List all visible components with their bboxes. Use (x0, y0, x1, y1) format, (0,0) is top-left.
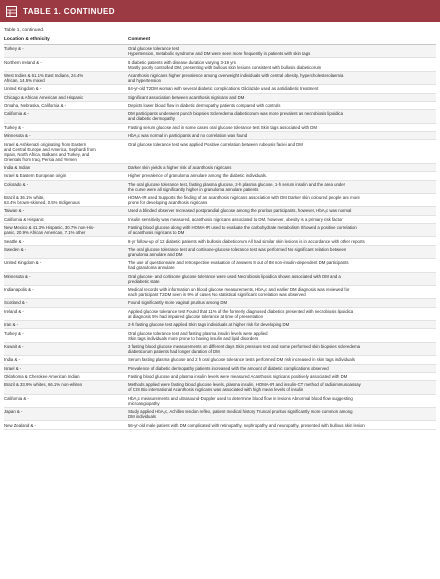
table-row (4, 329, 436, 342)
location-text: New Mexico & 41.3% Hispanic, 30.7% non-His- (4, 225, 95, 231)
comment-cell (128, 194, 436, 206)
comment-cell (128, 365, 436, 372)
comment-text: of acanthosis nigricans to DM (128, 230, 185, 236)
location-cell (4, 85, 128, 92)
table-row (4, 172, 436, 180)
location-text: Colorado & - (4, 181, 29, 187)
comment-cell (128, 381, 436, 393)
location-cell (4, 299, 128, 306)
comment-text: Used a blinded observer Increased postprandial glucose among the pruritus participants, however, HbA₁c was normal (128, 208, 352, 214)
location-text: Minnesota & - (4, 133, 31, 139)
comment-text: 3 fasting blood glucose measurements on different days Skin pressure test and some performed skin biopsies scleredema (128, 343, 361, 349)
comment-text: Oral glucose tolerance test was applied Positive correlation between rubeosis faciei and DM (128, 141, 303, 147)
comment-text: of CIS Bio international Acanthosis nigricans was associated with high mean levels of insulin (128, 387, 304, 393)
comment-cell (128, 299, 436, 306)
comment-cell (128, 343, 436, 355)
table-row (4, 132, 436, 140)
location-text: Spain, North Africa, Balkans and Turkey, and (4, 151, 90, 157)
location-text: Minnesota & - (4, 273, 31, 279)
table-row (4, 194, 436, 207)
table-row (4, 421, 436, 429)
location-cell (4, 102, 128, 109)
comment-cell (128, 321, 436, 328)
comment-text: DM individuals (128, 414, 156, 420)
location-cell (4, 45, 128, 57)
location-cell (4, 124, 128, 131)
comment-text: 8-yr follow-up of 12 diabetic patients with bullosis diabeticorum All had similar skin lesions is in accordance with other reports (128, 238, 365, 244)
table-row (4, 321, 436, 329)
comment-text: Prevalence of diabetic dermopathy patients increased with the amount of diabetic complications observed (128, 365, 329, 371)
comment-text: prone for developing acanthosis nigricans (128, 200, 208, 206)
comment-text: DM participants underwent punch biopsies Scleredema diabeticorum was more prevalent as necrobiosis lipoidica (128, 111, 343, 117)
comment-text: diabeticorum patients had longer duration of DM (128, 348, 220, 354)
location-text: Omaha, Nebraska, California & - (4, 103, 67, 109)
table-row (4, 164, 436, 172)
table-row (4, 373, 436, 381)
comment-text: Acanthosis nigricans higher prevalence among overweight individuals with central obesity, hypercholesterolaemia (128, 72, 344, 78)
comment-text: Darker skin yields a higher risk of acanthosis nigricans (128, 164, 232, 170)
table-row (4, 395, 436, 408)
location-text: West Indies & 61.1% East Indians, 24.4% (4, 72, 84, 78)
table-row (4, 207, 436, 215)
comment-text: Applied glucose tolerance test Found that 11% of the formerly diagnosed diabetics presented with necrobiosis lipoidica (128, 308, 354, 314)
location-cell (4, 286, 128, 298)
comment-cell (128, 58, 436, 70)
location-cell (4, 224, 128, 236)
table-row (4, 102, 436, 110)
comment-cell (128, 164, 436, 171)
comment-text: each participant T2DM seen in 9% of cases No statistical significant correlation was observed (128, 292, 306, 298)
comment-cell (128, 237, 436, 244)
comment-text: HbA₁c was normal in participants and no correlation was found (128, 133, 248, 139)
comment-cell (128, 421, 436, 428)
comment-cell (128, 246, 436, 258)
location-text: panic, 20.9% African American, 7.1% other (4, 230, 86, 236)
comment-text: The oral glucose tolerance test and cortisone-glucose tolerance test was performed No significant relation between (128, 246, 347, 252)
table-row (4, 381, 436, 394)
comment-text: Insulin sensitivity was measured, acanthosis nigricans associated to DM, however, obesity is a primary risk factor (128, 216, 343, 222)
location-text: Turkey & - (4, 46, 24, 52)
comment-text: Medical records with information on blood glucose measurements, HbA₁c and earlier DM diagnosis was reviewed for (128, 287, 350, 293)
comment-cell (128, 356, 436, 363)
table-header-bar (0, 0, 440, 22)
table-body (4, 45, 436, 430)
comment-cell (128, 286, 436, 298)
location-cell (4, 343, 128, 355)
location-text: Japan & - (4, 409, 23, 415)
location-cell (4, 58, 128, 70)
comment-text: Serum fasting plasma glucose and 2 h oral glucose tolerance tests performed DM risk increased in skin tags individuals (128, 357, 355, 363)
comment-text: Fasting blood glucose along with HOMA-IR used to evaluate the carbohydrate metabolism Showed a positive correlation (128, 225, 357, 231)
location-text: Northern Ireland & - (4, 59, 42, 65)
location-text: Iran & - (4, 322, 19, 328)
comment-cell (128, 181, 436, 193)
table-row (4, 365, 436, 373)
location-cell (4, 356, 128, 363)
comment-text: HOMA-IR used Supports the finding of an acanthosis nigricans association with DM Darker skin coloured people are more (128, 195, 360, 201)
table-icon (6, 6, 17, 17)
comment-text: microangiopathy (128, 400, 160, 406)
comment-text: 5 diabetic patients with disease duration varying 3-19 yrs (128, 59, 236, 65)
table-row (4, 216, 436, 224)
table-row (4, 85, 436, 93)
location-text: California & Hispanic (4, 216, 44, 222)
comment-text: 56-yr-old male patient with DM complicated with retinopathy, nephropathy and neuropathy, presented with bullous skin lesion (128, 422, 365, 428)
comment-cell (128, 308, 436, 320)
location-cell (4, 237, 128, 244)
comment-text: Higher prevalence of granuloma annulare among the diabetic individuals. (128, 173, 268, 179)
comment-cell (128, 172, 436, 179)
location-cell (4, 246, 128, 258)
comment-text: Depicts lower blood flow in diabetic dermopathy patients compared with controls (128, 103, 281, 109)
location-cell (4, 329, 128, 341)
comment-cell (128, 329, 436, 341)
comment-text: Skin tags individuals more prone to having insulin and lipid disorders (128, 335, 259, 341)
comment-cell (128, 395, 436, 407)
location-text: Brazil & 33.9% whites, 66.1% non-whites (4, 382, 83, 388)
comment-text: granuloma annulare and DM (128, 251, 183, 257)
location-cell (4, 321, 128, 328)
location-text: Chicago & African American and Hispanic (4, 94, 84, 100)
location-cell (4, 207, 128, 214)
comment-cell (128, 124, 436, 131)
table-row (4, 58, 436, 71)
location-text: New Zealand & - (4, 422, 37, 428)
table-row (4, 356, 436, 364)
location-cell (4, 94, 128, 101)
location-text: United Kingdom & - (4, 86, 42, 92)
comment-cell (128, 408, 436, 420)
location-text: California & - (4, 395, 29, 401)
table-row (4, 343, 436, 356)
table-row (4, 259, 436, 272)
comment-text: Oral glucose tolerance test (128, 46, 180, 52)
comment-cell (128, 259, 436, 271)
location-text: Turkey & - (4, 124, 24, 130)
location-cell (4, 273, 128, 285)
table-row (4, 45, 436, 58)
location-cell (4, 140, 128, 162)
location-cell (4, 132, 128, 139)
location-text: 63.4% brown-skinned, 0.5% Indigenous (4, 200, 80, 206)
location-text: California & - (4, 111, 29, 117)
comment-text: and diabetic dermopathy (128, 116, 176, 122)
table-row (4, 124, 436, 132)
location-cell (4, 308, 128, 320)
comment-cell (128, 216, 436, 223)
data-table (4, 37, 436, 430)
comment-cell (128, 102, 436, 109)
comment-cell (128, 140, 436, 162)
column-header-comment: Comment (128, 37, 151, 42)
table-row (4, 140, 436, 163)
location-cell (4, 172, 128, 179)
location-cell (4, 110, 128, 122)
comment-text: The oral glucose tolerance test, fasting plasma glucose, 2-h plasma glucose, 1-h serum insulin and the area under (128, 181, 346, 187)
comment-text: Fasting serum glucose and in some cases oral glucose tolerance test Skin tags associated with DM (128, 124, 317, 130)
location-text: Israel & - (4, 365, 22, 371)
comment-text: Study applied HbA₁c, Achilles tendon reflex, patient medical history Truncal pruritus significantly more common among (128, 409, 353, 415)
table-row (4, 224, 436, 237)
comment-cell (128, 85, 436, 92)
location-text: India & - (4, 357, 21, 363)
location-cell (4, 216, 128, 223)
table-row (4, 94, 436, 102)
location-text: Turkey & - (4, 330, 24, 336)
location-cell (4, 72, 128, 84)
comment-text: Fasting blood glucose and plasma insulin levels were measured Acanthosis nigricans positively associated with DM (128, 374, 348, 380)
location-text: Taiwan & - (4, 208, 25, 214)
location-text: Israel & Eastern European origin (4, 173, 67, 179)
location-cell (4, 395, 128, 407)
table-row (4, 273, 436, 286)
location-text: India & Indian (4, 164, 31, 170)
comment-text: Significant association between acanthosis nigricans and DM (128, 94, 245, 100)
location-cell (4, 194, 128, 206)
location-text: and Central Europe and America, Sephardi from (4, 146, 96, 152)
table-row (4, 181, 436, 194)
table-row (4, 286, 436, 299)
comment-cell (128, 224, 436, 236)
comment-text: had granuloma annulare (128, 265, 175, 271)
comment-cell (128, 110, 436, 122)
table-row (4, 246, 436, 259)
location-cell (4, 421, 128, 428)
location-text: Kuwait & - (4, 343, 24, 349)
location-cell (4, 365, 128, 372)
table-caption: Table 1, continued. (4, 28, 45, 33)
table-row (4, 72, 436, 85)
location-text: Seattle & - (4, 238, 25, 244)
comment-cell (128, 273, 436, 285)
comment-text: HbA₁c measurements and ultrasound-Doppler used to determine blood flow in lesions Abnormal blood flow suggesting (128, 395, 353, 401)
comment-text: Oral glucose- and cortisone glucose tolerance were used Necrobiosis lipoidica shown associated with DM and a (128, 273, 341, 279)
location-cell (4, 408, 128, 420)
table-row (4, 237, 436, 245)
comment-cell (128, 72, 436, 84)
comment-cell (128, 94, 436, 101)
location-cell (4, 181, 128, 193)
table-row (4, 408, 436, 421)
location-cell (4, 164, 128, 171)
comment-text: and hypertension (128, 77, 161, 83)
location-text: Indianapolis & - (4, 287, 34, 293)
comment-text: Mostly poorly controlled DM, presenting with bullous skin lesions consistent with bullosis diabeticorum (128, 64, 322, 70)
location-cell (4, 259, 128, 271)
table-row (4, 308, 436, 321)
location-text: Scotland & - (4, 300, 28, 306)
comment-cell (128, 45, 436, 57)
comment-text: the curve were all significantly higher in granuloma annulare patients (128, 186, 259, 192)
comment-cell (128, 132, 436, 139)
location-text: Oklahoma & Cherokee American Indian (4, 374, 80, 380)
location-text: African, 14.5% mixed (4, 77, 45, 83)
location-text: Israel & Ashkenazi originating from Eastern (4, 141, 87, 147)
comment-text: Hypertension, metabolic syndrome and DM were seen more frequently in patients with skin tags (128, 51, 311, 57)
location-cell (4, 381, 128, 393)
table-row (4, 299, 436, 307)
comment-text: The use of questionnaire and retrospective evaluation of answers 8 out of 88 non-insulin-dependent DM participants (128, 260, 349, 266)
comment-text: Found significantly more vaginal pruritus among DM (128, 300, 228, 306)
table-title: TABLE 1. CONTINUED (23, 6, 115, 16)
comment-cell (128, 207, 436, 214)
location-text: United Kingdom & - (4, 260, 42, 266)
comment-text: prediabetic state (128, 278, 160, 284)
comment-text: Methods applied were fasting blood glucose levels, plasma insulin, HOMA-IR and insulin-CT method of radioimmunoassay (128, 382, 361, 388)
comment-text: 2-h fasting glucose test applied Skin tags individuals at higher risk for developing DM (128, 322, 290, 328)
location-text: Sweden & - (4, 246, 27, 252)
column-header-location: Location & ethnicity (4, 37, 50, 42)
comment-cell (128, 373, 436, 380)
location-cell (4, 373, 128, 380)
comment-text: at diagnosis 5% had impaired glucose tolerance at time of presentation (128, 313, 263, 319)
location-text: Orientals from Iraq, Persia and Yemen (4, 156, 77, 162)
table-head (4, 37, 436, 45)
location-text: Ireland & - (4, 308, 24, 314)
location-text: Brazil & 36.1% white, (4, 195, 45, 201)
comment-text: 84-yr-old T2DM woman with several diabetic complications Gliclazide used as antidiabetic treatment (128, 86, 319, 92)
table-row (4, 110, 436, 123)
comment-text: Oral glucose tolerance test and fasting plasma insulin levels were applied (128, 330, 268, 336)
